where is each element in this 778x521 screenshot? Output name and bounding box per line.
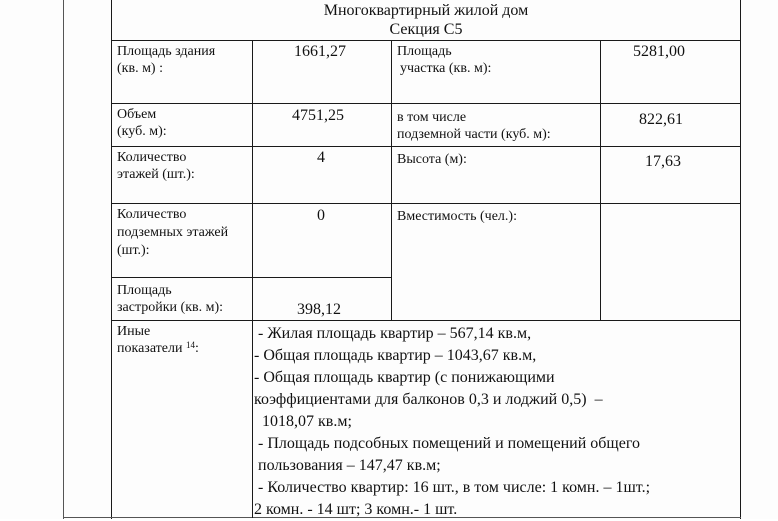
row5-bottom-line — [111, 320, 741, 321]
built-area-label — [117, 282, 223, 316]
site-area-label-line1: Площадь — [397, 44, 452, 59]
height-value: 17,63 — [645, 153, 681, 170]
building-area-label — [117, 43, 215, 77]
floors-label — [117, 149, 195, 183]
indicator-line: 2 комн. - 14 шт; 3 комн.- 1 шт. — [254, 501, 458, 518]
built-area-label-line1: Площадь — [117, 283, 172, 298]
row3-bottom-line — [111, 203, 741, 204]
site-area-label — [397, 43, 491, 77]
indicator-line: 1018,07 кв.м; — [254, 413, 352, 430]
built-area-value: 398,12 — [297, 301, 341, 318]
other-indicators-label-line2: показатели — [117, 341, 183, 356]
indicator-line: - Количество квартир: 16 шт., в том числе: 1 комн. – 1шт.; — [254, 479, 651, 496]
underground-floors-label-line2: подземных этажей — [117, 225, 229, 240]
floors-value: 4 — [317, 149, 325, 166]
indicator-line: - Общая площадь квартир – 1043,67 кв.м, — [254, 347, 537, 364]
floors-label-line1: Количество — [117, 150, 187, 165]
section-title: Секция С5 — [389, 21, 463, 38]
col1-divider — [252, 40, 253, 321]
row1-bottom-line — [111, 103, 741, 104]
col2-divider — [391, 40, 392, 321]
volume-label — [117, 106, 167, 140]
indicator-line: - Жилая площадь квартир – 567,14 кв.м, — [254, 325, 532, 342]
volume-label-line2: (куб. м): — [117, 124, 167, 139]
height-label: Высота (м): — [397, 152, 467, 167]
other-indicators-label — [117, 323, 199, 357]
table-right-border — [740, 0, 741, 519]
floors-label-line2: этажей (шт.): — [117, 167, 195, 182]
site-area-label-line2: участка (кв. м): — [400, 61, 492, 76]
indicator-line: коэффициентами для балконов 0,3 и лоджий 0,5) – — [254, 391, 603, 408]
left-margin-line — [63, 0, 64, 519]
indicator-line: пользования – 147,47 кв.м; — [254, 457, 441, 474]
building-area-label-line1: Площадь здания — [117, 44, 216, 59]
underground-volume-label-line1: в том числе — [397, 110, 467, 125]
document-title: Многоквартирный жилой дом — [323, 2, 529, 19]
table-left-border — [111, 0, 112, 519]
underground-volume-label — [397, 109, 551, 143]
underground-floors-label-line1: Количество — [117, 207, 187, 222]
capacity-label: Вместимость (чел.): — [397, 209, 517, 224]
building-area-label-line2: (кв. м) : — [117, 61, 163, 76]
indicator-line: - Площадь подсобных помещений и помещений общего — [254, 435, 640, 452]
col3-divider — [600, 40, 601, 321]
volume-value: 4751,25 — [292, 107, 344, 124]
row2-bottom-line — [111, 146, 741, 147]
other-indicators-list — [254, 323, 738, 521]
volume-label-line1: Объем — [117, 107, 157, 122]
other-indicators-label-line1: Иные — [117, 324, 151, 339]
underground-floors-value: 0 — [317, 207, 325, 224]
underground-volume-label-line2: подземной части (куб. м): — [397, 127, 551, 142]
indicator-line: - Общая площадь квартир (с понижающими — [254, 369, 555, 386]
header-bottom-line — [111, 40, 741, 41]
other-label-divider — [252, 320, 253, 518]
other-indicators-label-colon: : — [195, 341, 199, 356]
building-area-value: 1661,27 — [294, 43, 346, 60]
underground-floors-label-line3: (шт.): — [117, 243, 150, 258]
underground-volume-value: 822,61 — [639, 111, 683, 128]
built-area-label-line2: застройки (кв. м): — [117, 300, 224, 315]
site-area-value: 5281,00 — [633, 43, 685, 60]
footnote-marker: 14 — [186, 340, 195, 350]
underground-floors-label — [117, 206, 228, 260]
